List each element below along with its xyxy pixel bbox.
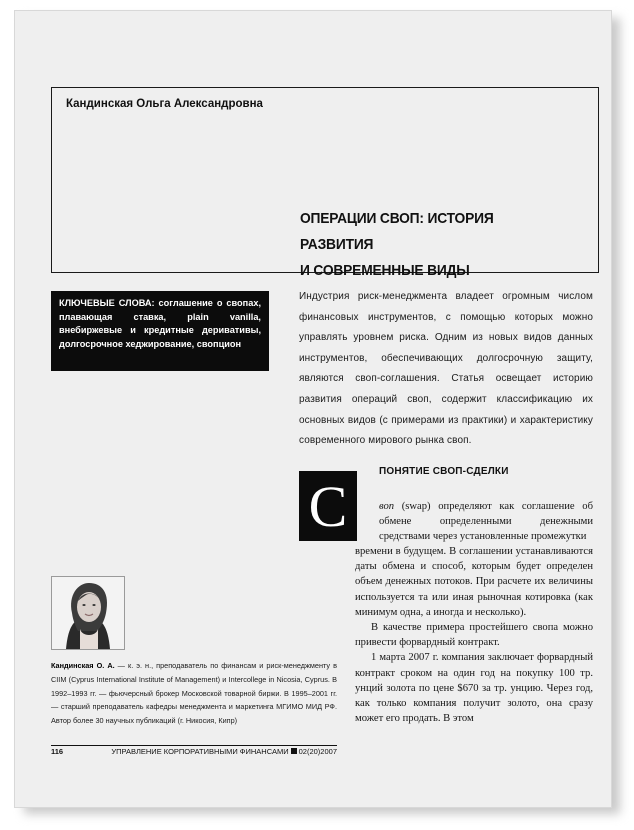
square-separator-icon xyxy=(291,748,297,754)
article-header-box xyxy=(51,87,599,279)
article-body xyxy=(355,544,593,726)
author-bio xyxy=(51,659,337,728)
article-abstract: Индустрия риск-менеджмента владеет огромным числом финансовых инструментов, с помощью которых можно управлять уровнем риска. Одним из новых видов данных инструментов, обеспечивающих долгосрочную защиту, являются своп-соглашения. Статья освещает историю развития операций своп, содержит классификацию их основных видов (с примерами из практики) и характеристику современного мирового рынка своп. xyxy=(299,291,593,447)
body-paragraph-1: времени в будущем. В соглашении устанавливаются даты обмена и способ, которым будет определен объем денежных потоков. При расчете их величины используется та или иная рыночная котировка (как минимум одна, а иногда и несколько). xyxy=(355,546,593,618)
author-photo xyxy=(51,576,125,650)
title-line-1: ОПЕРАЦИИ СВОП: ИСТОРИЯ РАЗВИТИЯ xyxy=(300,210,494,253)
body-paragraph-3: 1 марта 2007 г. компания заключает форвардный контракт сроком на один год на покупку 100 тр. унций золота по цене $670 за тр. унцию. Через год, как только компания получит золото, она сразу может его продать. В этом xyxy=(355,652,593,725)
magazine-page xyxy=(14,10,612,808)
body-first-lines xyxy=(379,499,593,545)
journal-info xyxy=(111,745,337,759)
journal-name: УПРАВЛЕНИЕ КОРПОРАТИВНЫМИ ФИНАНСАМИ xyxy=(111,747,289,756)
title-line-2: И СОВРЕМЕННЫЕ ВИДЫ xyxy=(300,262,470,279)
drop-cap-continuation: воп xyxy=(379,501,395,512)
page-footer xyxy=(51,745,337,759)
bio-text: — к. э. н., преподаватель по финансам и риск-менеджменту в CIIM (Cyprus International Institute of Management) и Intercollege in Nicosia, Cyprus. В 1992–1993 гг. — фьючерсный брокер Московской товарной биржи. В 1995–2001 гг. — старший преподаватель кафедры менеджмента и маркетинга МГИМО МИД РФ. Автор более 30 научных публикаций (г. Никосия, Кипр) xyxy=(51,661,337,726)
body-paragraph-2: В качестве примера простейшего свопа можно привести форвардный контракт. xyxy=(355,622,593,649)
page-number: 116 xyxy=(51,747,64,756)
drop-cap: С xyxy=(299,471,357,541)
body-first-text: (swap) определяют как соглашение об обмене определенными денежными средствами через установленные промежутки xyxy=(379,501,593,543)
bio-name: Кандинская О. А. xyxy=(51,661,115,670)
section-heading: ПОНЯТИЕ СВОП-СДЕЛКИ xyxy=(379,466,509,477)
journal-issue: 02(20)2007 xyxy=(298,747,337,756)
author-portrait-image xyxy=(52,577,124,649)
keywords-box: КЛЮЧЕВЫЕ СЛОВА: соглашение о свопах, плавающая ставка, plain vanilla, внебиржевые и кредитные деривативы, долгосрочное хеджирование, свопцион xyxy=(51,291,269,371)
article-title xyxy=(300,206,567,284)
author-name: Кандинская Ольга Александровна xyxy=(66,98,263,110)
